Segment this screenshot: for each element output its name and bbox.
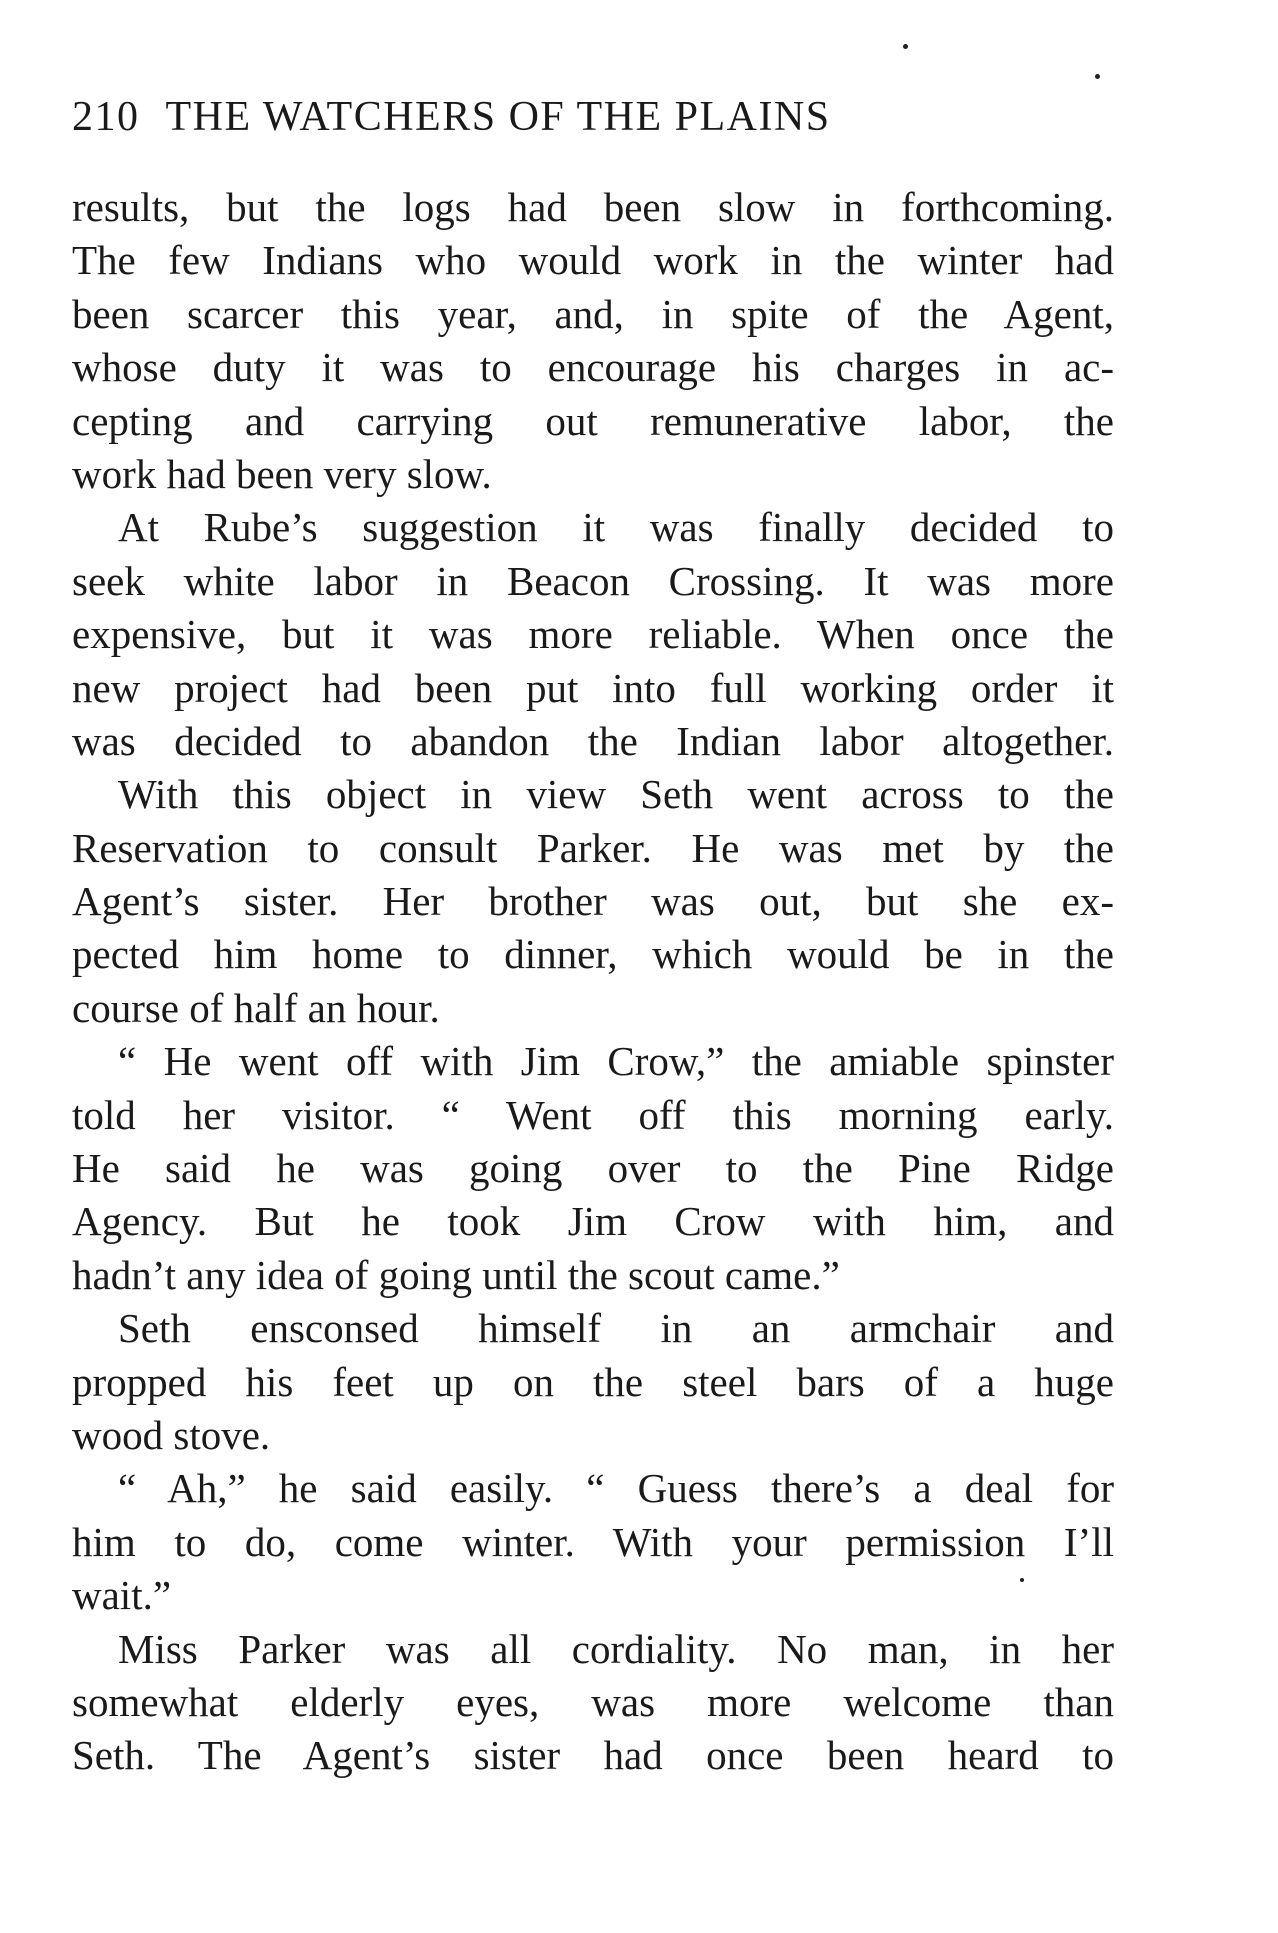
text-line: wood stove.: [72, 1411, 271, 1458]
text-line: Seth ensconsed himself in an armchair and: [118, 1305, 1114, 1352]
text-line: told her visitor. “ Went off this morning early.: [72, 1091, 1114, 1138]
paragraph: [72, 1035, 1114, 1302]
text-line: At Rube’s suggestion it was finally decided to: [118, 504, 1114, 551]
text-line: “ Ah,” he said easily. “ Guess there’s a deal for: [118, 1465, 1114, 1512]
text-line: expensive, but it was more reliable. When once the: [72, 611, 1114, 658]
text-line: He said he was going over to the Pine Ridge: [72, 1145, 1114, 1192]
text-line: Seth. The Agent’s sister had once been heard to: [72, 1732, 1114, 1779]
text-line: The few Indians who would work in the winter had: [72, 237, 1114, 284]
running-header: [72, 92, 1112, 142]
text-line: cepting and carrying out remunerative labor, the: [72, 397, 1114, 444]
text-line: Miss Parker was all cordiality. No man, in her: [118, 1625, 1114, 1672]
print-speck: [903, 44, 908, 49]
text-line: wait.”: [72, 1572, 172, 1619]
running-title: THE WATCHERS OF THE PLAINS: [165, 94, 831, 140]
text-line: was decided to abandon the Indian labor altogether.: [72, 717, 1114, 764]
text-line: somewhat elderly eyes, was more welcome than: [72, 1678, 1114, 1725]
text-line: With this object in view Seth went across to the: [118, 771, 1114, 818]
paragraph: [72, 1302, 1114, 1462]
text-line: Reservation to consult Parker. He was met by the: [72, 824, 1114, 871]
paragraph: [72, 768, 1114, 1035]
text-line: Agency. But he took Jim Crow with him, and: [72, 1198, 1114, 1245]
text-line: results, but the logs had been slow in forthcoming.: [72, 184, 1114, 230]
page-number: 210: [72, 94, 140, 140]
text-line: been scarcer this year, and, in spite of the Agent,: [72, 290, 1114, 337]
text-line: work had been very slow.: [72, 450, 492, 497]
text-line: whose duty it was to encourage his charges in ac-: [72, 344, 1114, 391]
paragraph: [72, 501, 1114, 768]
body-text: [72, 181, 1114, 1783]
text-line: new project had been put into full working order it: [72, 664, 1114, 711]
text-line: “ He went off with Jim Crow,” the amiable spinster: [118, 1038, 1114, 1085]
paragraph: [72, 1462, 1114, 1622]
text-line: propped his feet up on the steel bars of a huge: [72, 1358, 1114, 1405]
print-speck: [1095, 74, 1100, 79]
paragraph: [72, 1623, 1114, 1783]
text-line: Agent’s sister. Her brother was out, but she ex-: [72, 878, 1114, 925]
text-line: hadn’t any idea of going until the scout came.”: [72, 1251, 840, 1298]
text-line: him to do, come winter. With your permission I’ll: [72, 1518, 1114, 1565]
text-line: pected him home to dinner, which would be in the: [72, 931, 1114, 978]
text-line: seek white labor in Beacon Crossing. It was more: [72, 557, 1114, 604]
text-line: course of half an hour.: [72, 984, 440, 1031]
paragraph: [72, 181, 1114, 501]
